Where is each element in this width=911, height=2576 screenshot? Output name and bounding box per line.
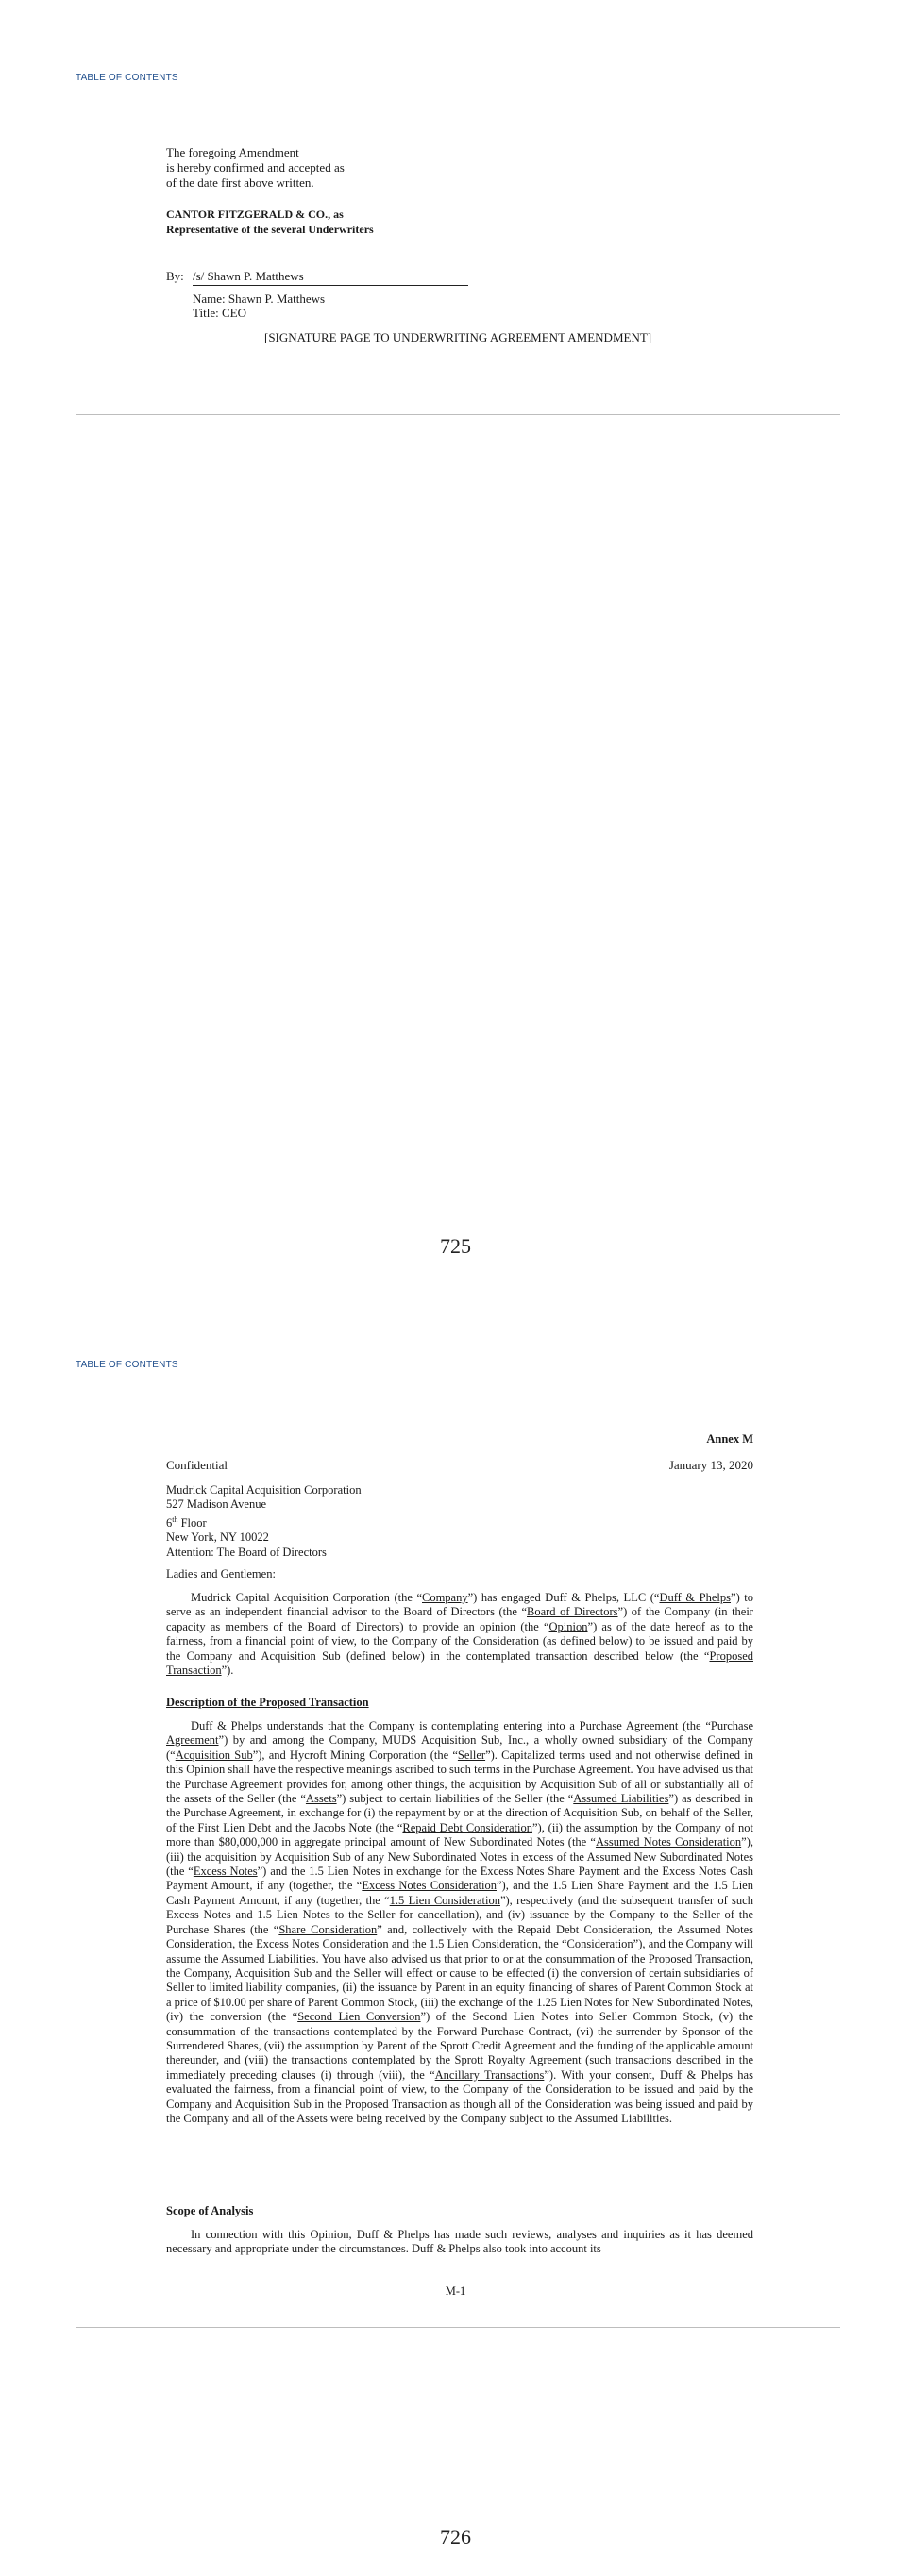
defined-term: Excess Notes: [193, 1865, 258, 1879]
address-line: Attention: The Board of Directors: [166, 1545, 327, 1559]
intro-paragraph: Mudrick Capital Acquisition Corporation (the “Company”) has engaged Duff & Phelps, LLC (“Duff & Phelps”) to serve as an independent financial advisor to the Board of Directors (the “Board of Directors”) of the Company (in their capacity as members of the Board of Directors) to provide an opinion (the “Opinion”) as of the date hereof as to the fairness, from a financial point of view, to the Company of the Consideration (as defined below) to be issued and paid by the Company and Acquisition Sub (defined below) in the contemplated transaction described below (the “Proposed Transaction”).: [166, 1591, 754, 1678]
by-label: By:: [166, 269, 184, 283]
company-name: CANTOR FITZGERALD & CO., as: [166, 208, 344, 221]
defined-term: Purchase Agreement: [166, 1719, 753, 1748]
page-number: 726: [440, 2525, 471, 2549]
letter-date: January 13, 2020: [668, 1458, 753, 1472]
defined-term: Assumed Liabilities: [573, 1792, 669, 1806]
page-divider: [76, 414, 840, 415]
page-number: 725: [440, 1234, 471, 1258]
address-line: [166, 1513, 362, 1531]
signer-name: Name: Shawn P. Matthews: [193, 292, 326, 306]
signature-line: [193, 269, 468, 286]
table-of-contents-link[interactable]: TABLE OF CONTENTS: [76, 73, 178, 83]
defined-term: Assets: [305, 1792, 337, 1806]
defined-term: Acquisition Sub: [175, 1748, 253, 1762]
defined-term: Opinion: [548, 1619, 588, 1633]
defined-term: Second Lien Conversion: [297, 2010, 421, 2024]
description-paragraph: Duff & Phelps understands that the Company is contemplating entering into a Purchase Agreement (the “Purchase Agreement”) by and among the Company, MUDS Acquisition Sub, Inc., a wholly owned subsidiary of the Company (“Acquisition Sub”), and Hycroft Mining Corporation (the “Seller”). Capitalized terms used and not otherwise defined in this Opinion shall have the respective meanings ascribed to such terms in the Purchase Agreement. You have advised us that the Purchase Agreement provides for, among other things, the acquisition by Acquisition Sub of all or substantially all of the assets of the Seller (the “Assets”) subject to certain liabilities of the Seller (the “Assumed Liabilities”) as described in the Purchase Agreement, in exchange for (i) the repayment by or at the direction of Acquisition Sub, on behalf of the Seller, of the First Lien Debt and the Jacobs Note (the “Repaid Debt Consideration”), (ii) the assumption by the Company of not more than $80,000,000 in aggregate principal amount of New Subordinated Notes (the “Assumed Notes Consideration”), (iii) the acquisition by Acquisition Sub of any New Subordinated Notes in excess of the Assumed New Subordinated Notes (the “Excess Notes”) and the 1.5 Lien Notes in exchange for the Excess Notes Share Payment and the Excess Notes Cash Payment Amount, if any (together, the “Excess Notes Consideration”), and the 1.5 Lien Share Payment and the 1.5 Lien Cash Payment Amount, if any (together, the “1.5 Lien Consideration”), respectively (and the subsequent transfer of such Excess Notes and 1.5 Lien Notes to the Seller for cancellation), and (iv) issuance by the Company to the Seller of the Purchase Shares (the “Share Consideration” and, collectively with the Repaid Debt Consideration, the Assumed Notes Consideration, the Excess Notes Consideration and the 1.5 Lien Consideration, the “Consideration”), and the Company will assume the Assumed Liabilities. You have also advised us that prior to or at the consummation of the Proposed Transaction, the Company, Acquisition Sub and the Seller will effect or cause to be effected (i) the conversion of certain subsidiaries of Seller to limited liability companies, (ii) the issuance by Parent in an equity financing of shares of Parent Common Stock at a price of $10.00 per share of Parent Common Stock, (iii) the exchange of the 1.25 Lien Notes for New Subordinated Notes, (iv) the conversion (the “Second Lien Conversion”) of the Second Lien Notes into Seller Common Stock, (v) the consummation of the transactions contemplated by the Forward Purchase Contract, (vi) the surrender by Sponsor of the Surrendered Shares, (vii) the assumption by Parent of the Sprott Credit Agreement and the funding of the applicable amount thereunder, and (viii) the transactions contemplated by the Sprott Royalty Agreement (such transactions described in the immediately preceding clauses (i) through (viii), the “Ancillary Transactions”). With your consent, Duff & Phelps has evaluated the fairness, from a financial point of view, to the Company of the Consideration to be issued and paid by the Company and Acquisition Sub in the Proposed Transaction as though all of the Consideration was being issued and paid by the Company and all of the Assets were being received by the Company subject to the Assumed Liabilities.: [166, 1719, 754, 2125]
defined-term: 1.5 Lien Consideration: [389, 1893, 500, 1907]
floor-number: 6: [166, 1515, 173, 1530]
confidential-label: Confidential: [166, 1458, 228, 1472]
defined-term: Excess Notes Consideration: [362, 1879, 497, 1893]
address-line: Mudrick Capital Acquisition Corporation: [166, 1483, 362, 1497]
company-role: Representative of the several Underwriters: [166, 223, 374, 236]
address-line: 527 Madison Avenue: [166, 1497, 267, 1512]
page-divider: [76, 2327, 840, 2328]
defined-term: Company: [422, 1591, 468, 1604]
defined-term: Board of Directors: [527, 1605, 618, 1619]
acceptance-line: The foregoing Amendment: [166, 145, 299, 159]
signature-page-caption: [SIGNATURE PAGE TO UNDERWRITING AGREEMENT AMENDMENT]: [264, 330, 652, 344]
acceptance-line: is hereby confirmed and accepted as: [166, 160, 345, 175]
signature: /s/ Shawn P. Matthews: [193, 269, 304, 283]
scope-paragraph: In connection with this Opinion, Duff & Phelps has made such reviews, analyses and inquiries as it has deemed necessary and appropriate under the circumstances. Duff & Phelps also took into account its: [166, 2228, 753, 2256]
defined-term: Consideration: [566, 1937, 633, 1951]
salutation: Ladies and Gentlemen:: [166, 1567, 276, 1581]
company-block: [166, 207, 374, 237]
annex-label: Annex M: [706, 1432, 753, 1446]
page-footer: M-1: [445, 2284, 466, 2298]
section-heading-description: Description of the Proposed Transaction: [166, 1696, 369, 1709]
address-line: New York, NY 10022: [166, 1531, 269, 1545]
acceptance-line: of the date first above written.: [166, 176, 314, 190]
defined-term: Share Consideration: [278, 1922, 378, 1936]
table-of-contents-link[interactable]: TABLE OF CONTENTS: [76, 1360, 178, 1370]
defined-term: Ancillary Transactions: [434, 2067, 545, 2082]
defined-term: Proposed Transaction: [166, 1648, 753, 1678]
address-block: [166, 1483, 362, 1560]
defined-term: Duff & Phelps: [659, 1591, 732, 1604]
signer-title: Title: CEO: [193, 306, 246, 320]
defined-term: Seller: [457, 1748, 486, 1762]
defined-term: Assumed Notes Consideration: [595, 1835, 742, 1849]
defined-term: Repaid Debt Consideration: [402, 1820, 532, 1834]
acceptance-text: [166, 145, 345, 191]
floor-suffix: th: [172, 1514, 178, 1524]
section-heading-scope: Scope of Analysis: [166, 2204, 254, 2217]
floor-word: Floor: [177, 1515, 207, 1530]
